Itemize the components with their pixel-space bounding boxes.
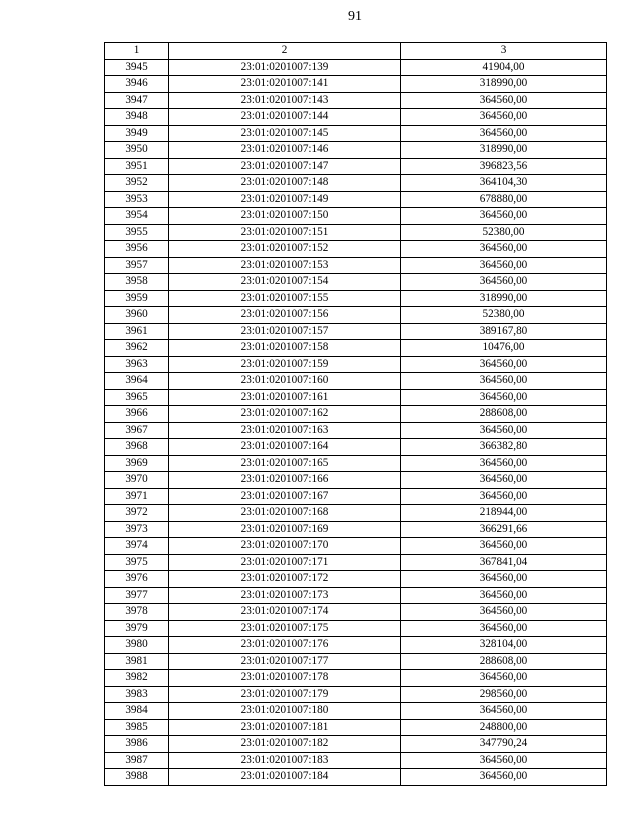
value-cell: 364560,00 <box>401 208 607 225</box>
table-row <box>105 323 607 340</box>
table-row <box>105 505 607 522</box>
row-number-cell: 3976 <box>105 571 169 588</box>
value-cell: 364560,00 <box>401 241 607 258</box>
table-row <box>105 59 607 76</box>
row-number-cell: 3951 <box>105 158 169 175</box>
table-row <box>105 571 607 588</box>
value-cell: 364560,00 <box>401 125 607 142</box>
table-row <box>105 125 607 142</box>
cadastral-number-cell: 23:01:0201007:147 <box>169 158 401 175</box>
row-number-cell: 3979 <box>105 620 169 637</box>
table-row <box>105 637 607 654</box>
table-row <box>105 406 607 423</box>
cadastral-number-cell: 23:01:0201007:166 <box>169 472 401 489</box>
table-row <box>105 653 607 670</box>
value-cell: 364560,00 <box>401 373 607 390</box>
cadastral-number-cell: 23:01:0201007:170 <box>169 538 401 555</box>
row-number-cell: 3955 <box>105 224 169 241</box>
table-row <box>105 175 607 192</box>
row-number-cell: 3949 <box>105 125 169 142</box>
column-header-3: 3 <box>401 43 607 60</box>
row-number-cell: 3958 <box>105 274 169 291</box>
cadastral-number-cell: 23:01:0201007:182 <box>169 736 401 753</box>
value-cell: 396823,56 <box>401 158 607 175</box>
row-number-cell: 3974 <box>105 538 169 555</box>
table-row <box>105 455 607 472</box>
cadastral-number-cell: 23:01:0201007:141 <box>169 76 401 93</box>
row-number-cell: 3962 <box>105 340 169 357</box>
table-row <box>105 142 607 159</box>
row-number-cell: 3977 <box>105 587 169 604</box>
row-number-cell: 3966 <box>105 406 169 423</box>
row-number-cell: 3985 <box>105 719 169 736</box>
row-number-cell: 3971 <box>105 488 169 505</box>
value-cell: 364560,00 <box>401 587 607 604</box>
column-header-2: 2 <box>169 43 401 60</box>
table-row <box>105 719 607 736</box>
value-cell: 367841,04 <box>401 554 607 571</box>
cadastral-number-cell: 23:01:0201007:175 <box>169 620 401 637</box>
value-cell: 364560,00 <box>401 472 607 489</box>
cadastral-number-cell: 23:01:0201007:158 <box>169 340 401 357</box>
value-cell: 364560,00 <box>401 274 607 291</box>
row-number-cell: 3987 <box>105 752 169 769</box>
cadastral-number-cell: 23:01:0201007:152 <box>169 241 401 258</box>
row-number-cell: 3956 <box>105 241 169 258</box>
cadastral-number-cell: 23:01:0201007:184 <box>169 769 401 786</box>
value-cell: 364560,00 <box>401 257 607 274</box>
table-row <box>105 703 607 720</box>
row-number-cell: 3946 <box>105 76 169 93</box>
value-cell: 678880,00 <box>401 191 607 208</box>
row-number-cell: 3986 <box>105 736 169 753</box>
table-row <box>105 340 607 357</box>
value-cell: 364560,00 <box>401 538 607 555</box>
cadastral-number-cell: 23:01:0201007:144 <box>169 109 401 126</box>
value-cell: 364560,00 <box>401 604 607 621</box>
cadastral-number-cell: 23:01:0201007:148 <box>169 175 401 192</box>
cadastral-number-cell: 23:01:0201007:155 <box>169 290 401 307</box>
value-cell: 364560,00 <box>401 571 607 588</box>
cadastral-number-cell: 23:01:0201007:168 <box>169 505 401 522</box>
cadastral-number-cell: 23:01:0201007:161 <box>169 389 401 406</box>
value-cell: 41904,00 <box>401 59 607 76</box>
row-number-cell: 3964 <box>105 373 169 390</box>
page-number: 91 <box>348 9 362 24</box>
data-table <box>104 42 607 786</box>
cadastral-number-cell: 23:01:0201007:171 <box>169 554 401 571</box>
table-row <box>105 604 607 621</box>
cadastral-number-cell: 23:01:0201007:183 <box>169 752 401 769</box>
value-cell: 364560,00 <box>401 620 607 637</box>
row-number-cell: 3961 <box>105 323 169 340</box>
value-cell: 364560,00 <box>401 422 607 439</box>
cadastral-number-cell: 23:01:0201007:149 <box>169 191 401 208</box>
cadastral-number-cell: 23:01:0201007:167 <box>169 488 401 505</box>
cadastral-number-cell: 23:01:0201007:139 <box>169 59 401 76</box>
table-row <box>105 686 607 703</box>
table-row <box>105 736 607 753</box>
cadastral-number-cell: 23:01:0201007:174 <box>169 604 401 621</box>
row-number-cell: 3948 <box>105 109 169 126</box>
row-number-cell: 3981 <box>105 653 169 670</box>
table-row <box>105 307 607 324</box>
cadastral-number-cell: 23:01:0201007:164 <box>169 439 401 456</box>
cadastral-number-cell: 23:01:0201007:157 <box>169 323 401 340</box>
value-cell: 318990,00 <box>401 142 607 159</box>
table-row <box>105 92 607 109</box>
value-cell: 328104,00 <box>401 637 607 654</box>
cadastral-number-cell: 23:01:0201007:154 <box>169 274 401 291</box>
table-row <box>105 191 607 208</box>
value-cell: 248800,00 <box>401 719 607 736</box>
value-cell: 364560,00 <box>401 752 607 769</box>
row-number-cell: 3953 <box>105 191 169 208</box>
table-row <box>105 769 607 786</box>
table-row <box>105 422 607 439</box>
value-cell: 364104,30 <box>401 175 607 192</box>
table-row <box>105 224 607 241</box>
value-cell: 389167,80 <box>401 323 607 340</box>
value-cell: 364560,00 <box>401 488 607 505</box>
table-row <box>105 290 607 307</box>
cadastral-number-cell: 23:01:0201007:180 <box>169 703 401 720</box>
cadastral-number-cell: 23:01:0201007:156 <box>169 307 401 324</box>
value-cell: 364560,00 <box>401 92 607 109</box>
cadastral-number-cell: 23:01:0201007:177 <box>169 653 401 670</box>
value-cell: 347790,24 <box>401 736 607 753</box>
row-number-cell: 3967 <box>105 422 169 439</box>
table-row <box>105 620 607 637</box>
cadastral-number-cell: 23:01:0201007:176 <box>169 637 401 654</box>
value-cell: 318990,00 <box>401 76 607 93</box>
cadastral-number-cell: 23:01:0201007:146 <box>169 142 401 159</box>
value-cell: 364560,00 <box>401 455 607 472</box>
table-row <box>105 587 607 604</box>
value-cell: 298560,00 <box>401 686 607 703</box>
table-row <box>105 554 607 571</box>
value-cell: 52380,00 <box>401 307 607 324</box>
value-cell: 10476,00 <box>401 340 607 357</box>
row-number-cell: 3983 <box>105 686 169 703</box>
table-row <box>105 109 607 126</box>
row-number-cell: 3980 <box>105 637 169 654</box>
row-number-cell: 3957 <box>105 257 169 274</box>
row-number-cell: 3972 <box>105 505 169 522</box>
row-number-cell: 3969 <box>105 455 169 472</box>
row-number-cell: 3945 <box>105 59 169 76</box>
cadastral-number-cell: 23:01:0201007:159 <box>169 356 401 373</box>
table-row <box>105 241 607 258</box>
cadastral-number-cell: 23:01:0201007:169 <box>169 521 401 538</box>
row-number-cell: 3978 <box>105 604 169 621</box>
row-number-cell: 3959 <box>105 290 169 307</box>
row-number-cell: 3952 <box>105 175 169 192</box>
row-number-cell: 3973 <box>105 521 169 538</box>
table-row <box>105 670 607 687</box>
value-cell: 364560,00 <box>401 703 607 720</box>
cadastral-number-cell: 23:01:0201007:160 <box>169 373 401 390</box>
table-row <box>105 158 607 175</box>
table-row <box>105 538 607 555</box>
table-row <box>105 356 607 373</box>
table-row <box>105 373 607 390</box>
table-header-row <box>105 43 607 60</box>
column-header-1: 1 <box>105 43 169 60</box>
row-number-cell: 3984 <box>105 703 169 720</box>
value-cell: 366291,66 <box>401 521 607 538</box>
table-row <box>105 208 607 225</box>
value-cell: 364560,00 <box>401 769 607 786</box>
cadastral-number-cell: 23:01:0201007:150 <box>169 208 401 225</box>
row-number-cell: 3970 <box>105 472 169 489</box>
row-number-cell: 3968 <box>105 439 169 456</box>
cadastral-number-cell: 23:01:0201007:181 <box>169 719 401 736</box>
table-body <box>105 59 607 785</box>
table-row <box>105 472 607 489</box>
cadastral-number-cell: 23:01:0201007:172 <box>169 571 401 588</box>
cadastral-number-cell: 23:01:0201007:153 <box>169 257 401 274</box>
value-cell: 366382,80 <box>401 439 607 456</box>
cadastral-number-cell: 23:01:0201007:162 <box>169 406 401 423</box>
value-cell: 288608,00 <box>401 406 607 423</box>
value-cell: 364560,00 <box>401 389 607 406</box>
table-row <box>105 752 607 769</box>
row-number-cell: 3965 <box>105 389 169 406</box>
table-row <box>105 257 607 274</box>
table-row <box>105 488 607 505</box>
table-row <box>105 439 607 456</box>
value-cell: 318990,00 <box>401 290 607 307</box>
value-cell: 364560,00 <box>401 670 607 687</box>
cadastral-number-cell: 23:01:0201007:151 <box>169 224 401 241</box>
row-number-cell: 3950 <box>105 142 169 159</box>
cadastral-number-cell: 23:01:0201007:179 <box>169 686 401 703</box>
value-cell: 288608,00 <box>401 653 607 670</box>
row-number-cell: 3975 <box>105 554 169 571</box>
row-number-cell: 3960 <box>105 307 169 324</box>
table-row <box>105 76 607 93</box>
row-number-cell: 3988 <box>105 769 169 786</box>
cadastral-number-cell: 23:01:0201007:143 <box>169 92 401 109</box>
cadastral-number-cell: 23:01:0201007:178 <box>169 670 401 687</box>
value-cell: 52380,00 <box>401 224 607 241</box>
row-number-cell: 3982 <box>105 670 169 687</box>
cadastral-number-cell: 23:01:0201007:165 <box>169 455 401 472</box>
table-row <box>105 389 607 406</box>
value-cell: 218944,00 <box>401 505 607 522</box>
cadastral-number-cell: 23:01:0201007:163 <box>169 422 401 439</box>
row-number-cell: 3963 <box>105 356 169 373</box>
cadastral-number-cell: 23:01:0201007:145 <box>169 125 401 142</box>
table-row <box>105 274 607 291</box>
table-row <box>105 521 607 538</box>
value-cell: 364560,00 <box>401 356 607 373</box>
value-cell: 364560,00 <box>401 109 607 126</box>
row-number-cell: 3954 <box>105 208 169 225</box>
cadastral-number-cell: 23:01:0201007:173 <box>169 587 401 604</box>
row-number-cell: 3947 <box>105 92 169 109</box>
